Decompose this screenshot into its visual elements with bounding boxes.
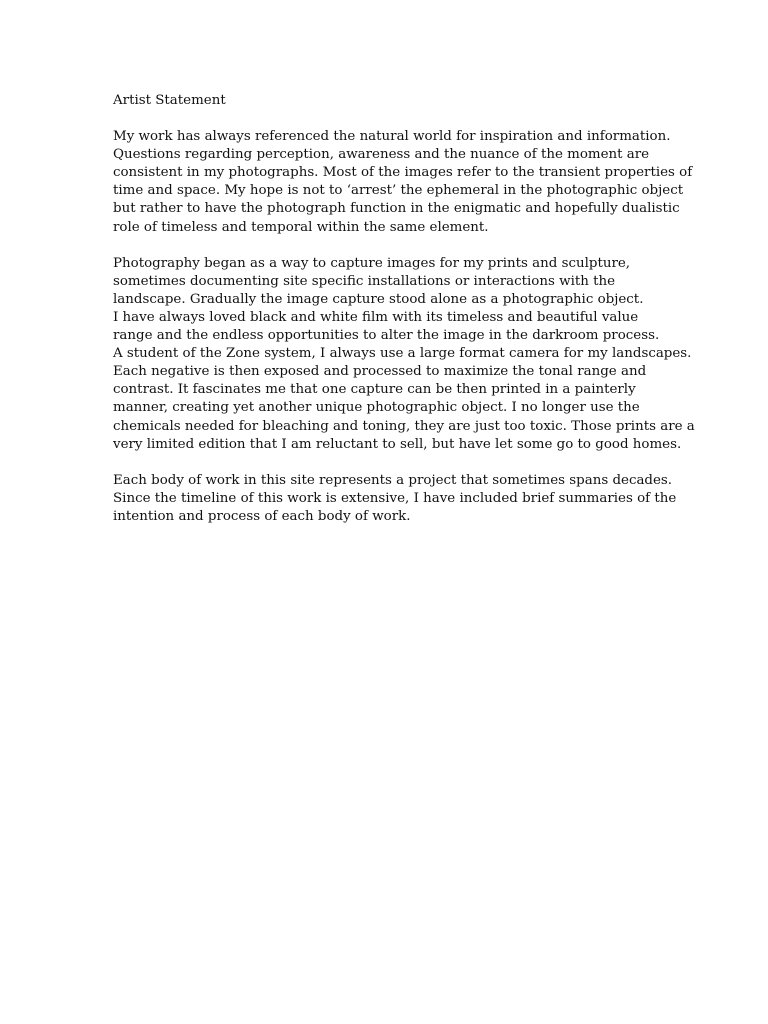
- paragraph-line: contrast. It fascinates me that one capture can be then printed in a painterly: [113, 382, 636, 398]
- document-title: Artist Statement: [113, 93, 226, 108]
- paragraph-line: very limited edition that I am reluctant to sell, but have let some go to good homes.: [113, 436, 682, 452]
- paragraph-line: A student of the Zone system, I always use a large format camera for my landscapes.: [113, 346, 692, 362]
- paragraph-line: time and space. My hope is not to ‘arrest’ the ephemeral in the photographic object: [113, 183, 684, 199]
- paragraph-line: Photography began as a way to capture images for my prints and sculpture,: [113, 255, 631, 271]
- paragraph-line: My work has always referenced the natural world for inspiration and information.: [113, 129, 671, 145]
- paragraph-line: sometimes documenting site specific installations or interactions with the: [113, 273, 616, 289]
- paragraph-line: consistent in my photographs. Most of the images refer to the transient properties of: [113, 165, 693, 181]
- paragraph-line: Questions regarding perception, awareness and the nuance of the moment are: [113, 147, 650, 163]
- paragraph-line: chemicals needed for bleaching and toning, they are just too toxic. Those prints are a: [113, 418, 695, 434]
- paragraph-line: role of timeless and temporal within the same element.: [113, 219, 489, 235]
- document-body: [113, 92, 695, 544]
- paragraph-line: but rather to have the photograph function in the enigmatic and hopefully dualistic: [113, 201, 680, 217]
- paragraph-3: [113, 472, 677, 526]
- paragraph-line: Since the timeline of this work is extensive, I have included brief summaries of the: [113, 490, 677, 506]
- paragraph-line: landscape. Gradually the image capture stood alone as a photographic object.: [113, 291, 644, 307]
- paragraph-line: range and the endless opportunities to alter the image in the darkroom process.: [113, 328, 660, 344]
- paragraph-1: [113, 128, 693, 237]
- paragraph-line: Each body of work in this site represents a project that sometimes spans decades.: [113, 472, 673, 488]
- paragraph-2: [113, 255, 695, 454]
- paragraph-line: Each negative is then exposed and processed to maximize the tonal range and: [113, 364, 647, 380]
- paragraph-line: manner, creating yet another unique photographic object. I no longer use the: [113, 400, 640, 416]
- paragraph-line: intention and process of each body of work.: [113, 508, 411, 524]
- paragraph-line: I have always loved black and white film with its timeless and beautiful value: [113, 309, 639, 325]
